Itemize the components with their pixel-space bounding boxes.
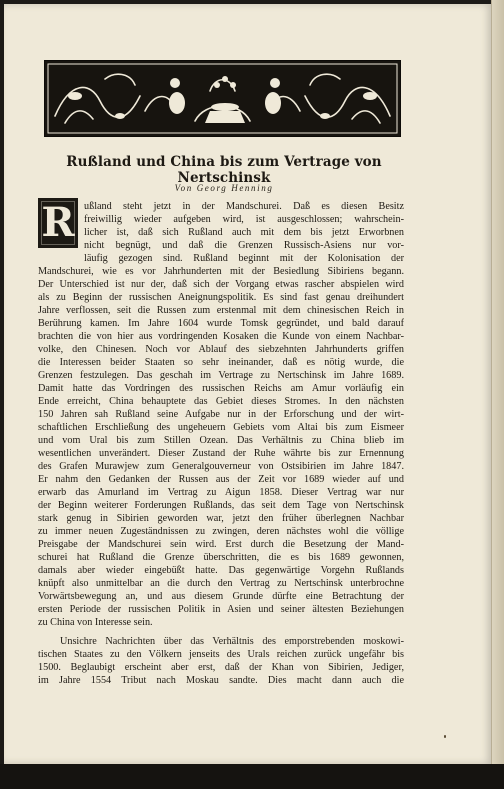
text-line: schaftlichen Erschließung des ungeheuern Gebiets vom Altai bis zum Eismeer bbox=[38, 422, 404, 433]
text-line: knüpft also unmittelbar an die durch den Vertrag zu Nertschinsk unterbrochne bbox=[38, 578, 404, 589]
text-line: 150 Jahren sah Rußland seine Aufgabe nur in der Erforschung und der wirt- bbox=[38, 409, 404, 420]
text-line: tischen Staates zu den Völkern jenseits des Urals reichen zurück ungefähr bis bbox=[38, 649, 404, 660]
text-line: wesentlichen unverändert. Dieser Zustand der Ruhe währte bis zur Ernennung bbox=[38, 448, 404, 459]
text-line: volke, den Chinesen. Noch vor Ablauf des siebzehnten Jahrhunderts griffen bbox=[38, 344, 404, 355]
text-line: Mandschurei, wie es vor Jahrhunderten mit der Besiedlung Sibiriens begann. bbox=[38, 266, 404, 277]
paper-spot bbox=[444, 735, 446, 738]
text-line: 1500. Beglaubigt erscheint aber erst, daß der Khan von Sibirien, Jediger, bbox=[38, 662, 404, 673]
text-line: nicht begnügt, und daß die Grenzen Russisch-Asiens nur vor- bbox=[84, 240, 404, 251]
text-line: des Grafen Murawjew zum Generalgouverneur von Ostsibirien im Jahre 1847. bbox=[38, 461, 404, 472]
text-line: Vorwärtsbewegung an, und aus diesem Grunde dürfte eine Betrachtung der bbox=[38, 591, 404, 602]
book-binding-edge bbox=[491, 0, 504, 789]
text-line: als zu Beginn der russischen Aneignungspolitik. Es sind fast genau dreihundert bbox=[38, 292, 404, 303]
text-line: Er nahm den Gedanken der Russen aus der Zeit vor 1689 wieder auf und bbox=[38, 474, 404, 485]
text-line: und vom Ural bis zum Stillen Ozean. Das Verhältnis zu China blieb im bbox=[38, 435, 404, 446]
text-line: brachten die von hier aus vordringenden Kosaken die Kunde von einem Nachbar- bbox=[38, 331, 404, 342]
text-line: Damit hatte das Vordringen des russischen Reichs am Amur vorläufig ein bbox=[38, 383, 404, 394]
text-line: ersten Periode der russischen Politik in Asien und seiner ältesten Beziehungen bbox=[38, 604, 404, 615]
text-line: Grenzen festzulegen. Das geschah im Vertrage zu Nertschinsk im Jahre 1689. bbox=[38, 370, 404, 381]
text-line: schurei hat Rußland die Grenze überschritten, die es bis 1689 gewonnen, bbox=[38, 552, 404, 563]
text-line: ußland steht jetzt in der Mandschurei. Daß es diesen Besitz bbox=[84, 201, 404, 212]
text-line: Unsichre Nachrichten über das Verhältnis des emporstrebenden moskowi- bbox=[60, 636, 404, 647]
article-author: Von Georg Henning bbox=[174, 183, 274, 193]
text-line: zu immer neuen Zugeständnissen zu zwingen, deren nächstes wohl die völlige bbox=[38, 526, 404, 537]
text-line: damals aber wieder eingebüßt hatte. Das gegenwärtige Vorgehn Rußlands bbox=[38, 565, 404, 576]
text-line: freiwillig wieder aufgeben wird, ist ausgeschlossen; wahrschein- bbox=[84, 214, 404, 225]
text-line: Berührung kamen. Im Jahre 1604 wurde Tomsk gegründet, und bald darauf bbox=[38, 318, 404, 329]
text-line: der Beginn weiterer Forderungen Rußlands, das seit dem Tage von Nertschinsk bbox=[38, 500, 404, 511]
text-line: die Interessen beider Staaten so sehr ineinander, daß es nötig wurde, die bbox=[38, 357, 404, 368]
text-line: läufig gezogen sind. Rußland beginnt mit der Kolonisation der bbox=[84, 253, 404, 264]
text-line: stark genug in Sibirien geworden war, jetzt den früher überlegnen Nachbar bbox=[38, 513, 404, 524]
text-line: Jahre verflossen, seit die Russen zum erstenmal mit dem chinesischen Reich in bbox=[38, 305, 404, 316]
text-line: erwarb das Amurland im Vertrag zu Aigun 1858. Dieser Vertrag war nur bbox=[38, 487, 404, 498]
text-line: Preisgabe der Mandschurei sein wird. Erst durch die Besetzung der Mand- bbox=[38, 539, 404, 550]
text-line: Der Unterschied ist nur der, daß sich der Vorgang etwas rascher abspielen wird bbox=[38, 279, 404, 290]
text-line: im Jahre 1554 Tribut nach Moskau sandte. Dies macht dann auch die bbox=[38, 675, 404, 686]
article-body bbox=[4, 4, 492, 764]
scan-background bbox=[0, 764, 504, 789]
drop-cap-initial: R bbox=[38, 198, 78, 248]
text-line: licher ist, daß sich Rußland auch mit dem bis jetzt Erworbnen bbox=[84, 227, 404, 238]
text-line: Ende erreicht, China behauptete das Gebiet dieses Stromes. In den nächsten bbox=[38, 396, 404, 407]
text-line: zu China von Interesse sein. bbox=[38, 617, 153, 628]
article-title: Rußland und China bis zum Vertrage von Nertschinsk bbox=[66, 154, 382, 186]
book-page bbox=[4, 4, 492, 764]
